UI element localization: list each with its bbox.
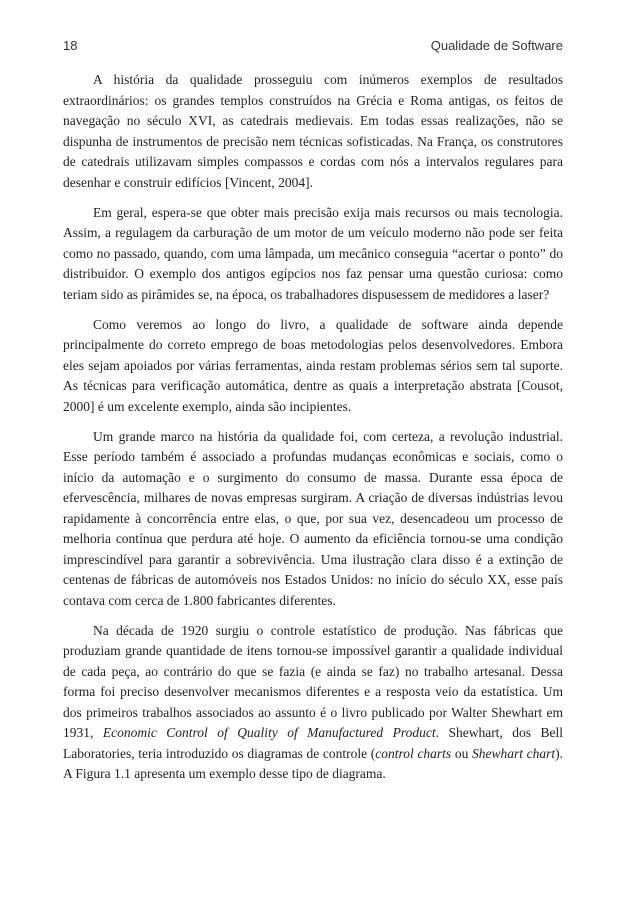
italic-text: control charts [375,745,452,761]
text-segment: Na década de 1920 surgiu o controle estatístico de produção. Nas fábricas que produziam grande quantidade de itens tornou-se impossível garantir a qualidade individual de cada peça, ao contrário do que se fazia (e ainda se faz) no trabalho artesanal. Dessa forma foi preciso desenvolver mecanismos diferentes e a resposta veio da estatística. Um dos primeiros trabalhos associados ao assunto é o livro publicado por Walter Shewhart em 1931, [63,622,563,740]
text-segment: Um grande marco na história da qualidade foi, com certeza, a revolução industrial. Esse período também é associado a profundas mudanças econômicas e sociais, como o início da automação e o surgimento do consumo de massa. Durante essa época de efervescência, milhares de novas empresas surgiram. A criação de diversas indústrias levou rapidamente à concorrência entre elas, o que, por sua vez, desencadeou um processo de melhoria contínua que perdura até hoje. O aumento da eficiência tornou-se uma condição imprescindível para garantir a sobrevivência. Uma ilustração clara disso é a extinção de centenas de fábricas de automóveis nos Estados Unidos: no início do século XX, esse país contava com cerca de 1.800 fabricantes diferentes. [63,428,563,608]
paragraph [63,315,563,418]
italic-text: Economic Control of Quality of Manufactured Product [102,725,436,740]
paragraph [63,621,563,785]
text-segment: Em geral, espera-se que obter mais precisão exija mais recursos ou mais tecnologia. Assim, a regulagem da carburação de um motor de um veículo moderno não pode ser feita como no passado, quando, com uma lâmpada, um mecânico conseguia “acertar o ponto” do distribuidor. O exemplo dos antigos egípcios nos faz pensar uma questão curiosa: como teriam sido as pirâmides se, na época, os trabalhadores dispusessem de medidores a laser? [63,204,563,302]
text-segment: ou [451,745,472,761]
text-segment: Como veremos ao longo do livro, a qualidade de software ainda depende principalmente do correto emprego de boas metodologias pelos desenvolvedores. Embora eles sejam apoiados por várias ferramentas, ainda restam problemas sérios sem tal suporte. As técnicas para verificação automática, dentre as quais a interpretação abstrata [Cousot, 2000] é um excelente exemplo, ainda são incipientes. [63,316,563,414]
text-segment: A história da qualidade prosseguiu com inúmeros exemplos de resultados extraordinários: os grandes templos construídos na Grécia e Roma antigas, os feitos de navegação no século XVI, as catedrais medievais. Em todas essas realizações, não se dispunha de instrumentos de precisão nem técnicas sofisticadas. Na França, os construtores de catedrais utilizavam simples compassos e cordas com nós a intervalos regulares para desenhar e construir edifícios [Vincent, 2004]. [63,72,563,190]
paragraph [63,427,563,612]
page-header [63,38,563,54]
body-text [63,70,563,794]
book-page [63,0,563,901]
italic-text: Shewhart chart [472,745,556,761]
running-title: Qualidade de Software [430,38,563,53]
page-number: 18 [63,38,78,53]
text-segment: ). A Figura 1.1 apresenta um exemplo desse tipo de diagrama. [63,745,564,781]
paragraph [63,70,563,193]
paragraph [63,203,563,306]
text-segment: . Shewhart, dos Bell Laboratories, teria introduzido os diagramas de controle ( [63,725,563,761]
